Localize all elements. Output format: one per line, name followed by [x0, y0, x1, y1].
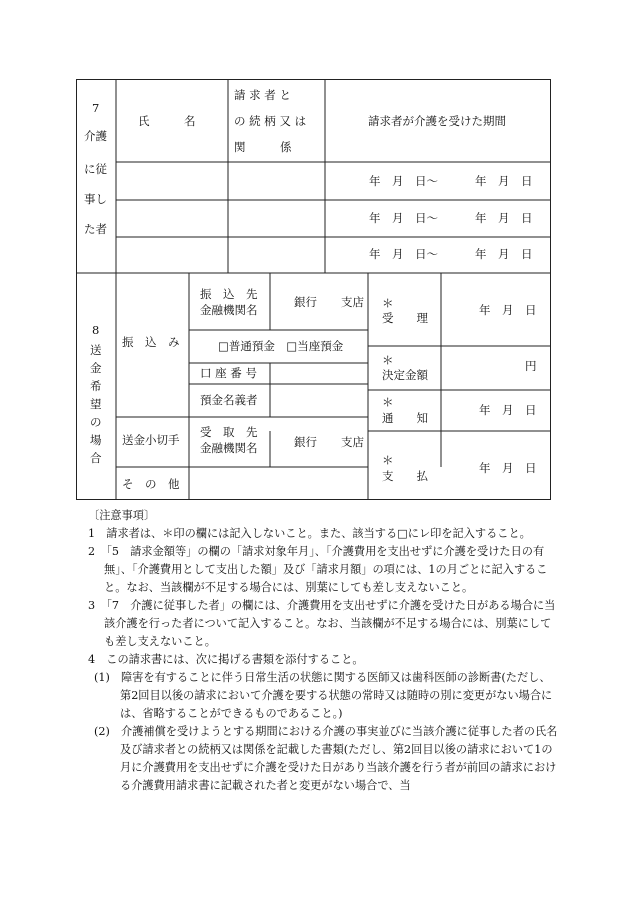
payment-date: 年 月 日 [479, 461, 537, 475]
relation-header-2: の 続 柄 又 は [234, 114, 307, 128]
received-date: 年 月 日 [479, 303, 537, 317]
received-label: 受 理 [382, 311, 428, 325]
section7-title-4: た者 [84, 222, 107, 236]
decided-amount-label: 決定金額 [382, 368, 428, 382]
notes-heading: 〔注意事項〕 [88, 509, 156, 522]
section8-title-char: 合 [90, 451, 102, 465]
section7-title-3: 事し [84, 192, 107, 206]
account-holder-label: 預金名義者 [200, 393, 258, 407]
bank-transfer-label: 振 込 み [122, 335, 180, 349]
branch-suffix: 支店 [341, 435, 364, 449]
section8-title-char: の [90, 415, 102, 429]
section7-title-2: に従 [84, 162, 107, 176]
notice-label: 通 知 [382, 411, 428, 425]
asterisk: ＊ [382, 453, 394, 467]
receiving-bank-label-2: 金融機関名 [200, 441, 258, 455]
period-column-header: 請求者が介護を受けた期間 [368, 114, 506, 128]
note-item: 2 「5 請求金額等」の欄の「請求対象年月」、「介護費用を支出せずに介護を受けた日の有無」、「介護費用として支出した額」及び「請求月額」の項には、1の月ごとに記入すること。なお、当該欄が不足する場合には、別葉にしても差し支えないこと。 [88, 545, 548, 594]
section7-title-1: 介護 [84, 129, 107, 143]
receiving-bank-label-1: 受 取 先 [200, 425, 258, 439]
notes-section [88, 507, 558, 795]
section8-title-char: 金 [90, 361, 102, 375]
asterisk: ＊ [382, 296, 394, 310]
bank-suffix: 銀行 [294, 435, 317, 449]
relation-header-1: 請 求 者 と [234, 88, 291, 102]
section7-number: 7 [92, 101, 100, 115]
relation-header-3: 関 係 [234, 140, 292, 154]
note-item: 3 「7 介護に従事した者」の欄には、介護費用を支出せずに介護を受けた日がある場合に当該介護を行った者について記入すること。なお、当該欄が不足する場合には、別葉にしても差し支えないこと。 [88, 599, 556, 648]
period-from-1: 年 月 日～ [369, 174, 438, 188]
note-subitem: (1) 障害を有することに伴う日常生活の状態に関する医師又は歯科医師の診断書(ただし、第2回目以後の請求において介護を要する状態の常時又は随時の別に変更がない場合には、省略することができるものであること。) [94, 671, 553, 720]
remittance-check-label: 送金小切手 [122, 433, 180, 447]
bank-suffix: 銀行 [294, 295, 317, 309]
asterisk: ＊ [382, 353, 394, 367]
section8-title-char: 送 [90, 343, 102, 357]
section8-title-char: 希 [90, 379, 102, 393]
account-number-label: 口 座 番 号 [200, 366, 257, 380]
yen-unit: 円 [525, 359, 537, 373]
deposit-type-checkboxes[interactable]: □普通預金 □当座預金 [218, 339, 344, 353]
other-label: そ の 他 [122, 477, 180, 491]
payment-label: 支 払 [382, 469, 428, 483]
period-from-3: 年 月 日～ [369, 247, 438, 261]
transfer-bank-label-2: 金融機関名 [200, 303, 258, 317]
note-item: 1 請求者は、＊印の欄には記入しないこと。また、該当する□にレ印を記入すること。 [88, 527, 531, 540]
claim-form-table [76, 79, 551, 500]
section8-title-char: 場 [90, 433, 102, 447]
name-column-header: 氏 名 [138, 114, 196, 128]
period-to-1: 年 月 日 [475, 174, 533, 188]
note-subitem: (2) 介護補償を受けようとする期間における介護の事実並びに当該介護に従事した者の氏名及び請求者との続柄又は関係を記載した書類(ただし、第2回目以後の請求において1の月に介護費用を支出せずに介護を受けた日があり当該介護を行う者が前回の請求における介護費用請求書に記載された者と変更がない場合で、当 [94, 725, 558, 792]
period-to-3: 年 月 日 [475, 247, 533, 261]
branch-suffix: 支店 [341, 295, 364, 309]
transfer-bank-label-1: 振 込 先 [200, 287, 258, 301]
note-item: 4 この請求書には、次に掲げる書類を添付すること。 [88, 653, 364, 666]
section8-number: 8 [92, 323, 100, 337]
notice-date: 年 月 日 [479, 403, 537, 417]
asterisk: ＊ [382, 395, 394, 409]
period-from-2: 年 月 日～ [369, 211, 438, 225]
period-to-2: 年 月 日 [475, 211, 533, 225]
section8-title-char: 望 [90, 397, 102, 411]
